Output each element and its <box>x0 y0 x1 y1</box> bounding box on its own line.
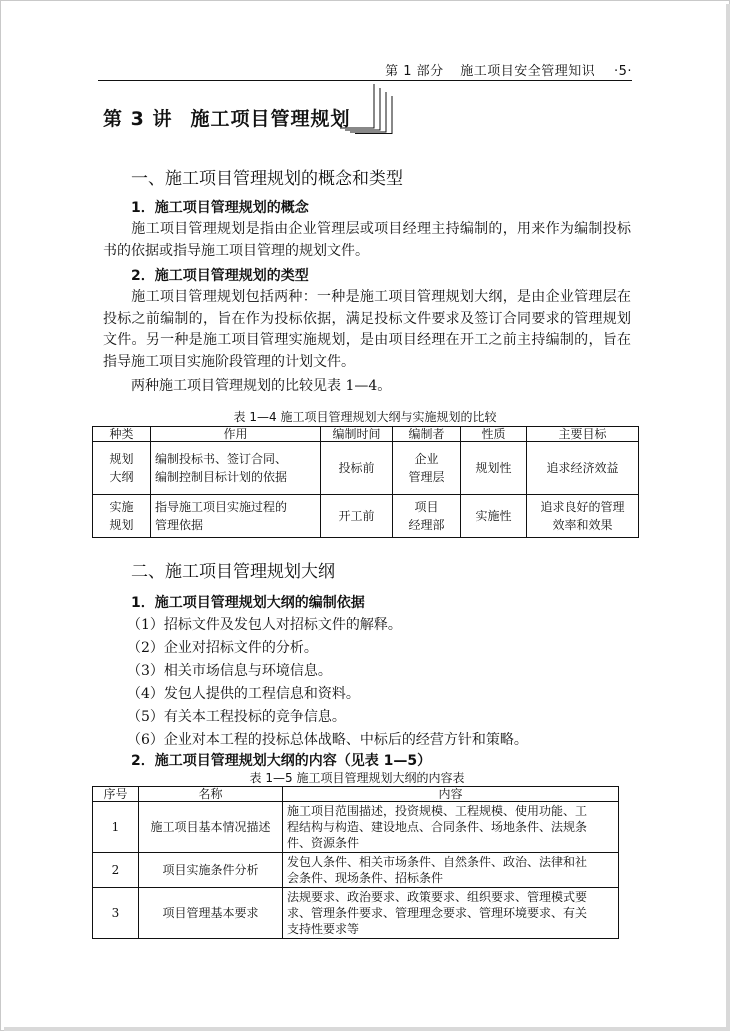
list-item: （1）招标文件及发包人对招标文件的解释。 <box>127 617 402 633</box>
page-shadow-bottom <box>4 1027 730 1031</box>
section2-sub1: 1．施工项目管理规划大纲的编制依据 <box>131 595 365 611</box>
section1-para3-text: 两种施工项目管理规划的比较见表 1—4。 <box>131 378 392 394</box>
table-cell: 追求经济效益 <box>527 442 639 495</box>
table-header: 性质 <box>461 427 527 442</box>
table-cell: 投标前 <box>321 442 393 495</box>
table-header: 编制时间 <box>321 427 393 442</box>
table-row <box>93 853 619 888</box>
lecture-number: 第 3 讲 <box>103 108 173 130</box>
table1-caption: 表 1—4 施工项目管理规划大纲与实施规划的比较 <box>233 410 497 424</box>
lecture-name: 施工项目管理规划 <box>190 108 351 130</box>
list-item: （3）相关市场信息与环境信息。 <box>127 663 332 679</box>
list-item: （6）企业对本工程的投标总体战略、中标后的经营方针和策略。 <box>127 732 528 748</box>
section1-sub2: 2．施工项目管理规划的类型 <box>131 268 309 284</box>
lecture-title <box>103 104 350 131</box>
outline-content-table <box>92 786 619 939</box>
table-cell: 规划 大纲 <box>93 442 151 495</box>
section1-para2-text: 施工项目管理规划包括两种：一种是施工项目管理规划大纲，是由企业管理层在投标之前编制的，旨在作为投标依据，满足投标文件要求及签订合同要求的管理规划文件。另一种是施工项目管理实施规划，是由项目经理在开工之前主持编制的，旨在指导施工项目实施阶段管理的计划文件。 <box>103 289 631 370</box>
table-header: 名称 <box>139 787 283 802</box>
table-cell: 追求良好的管理 效率和效果 <box>527 495 639 538</box>
table-header-row <box>93 787 619 802</box>
table-header: 编制者 <box>393 427 461 442</box>
table-row <box>93 888 619 939</box>
section2-heading: 二、施工项目管理规划大纲 <box>131 562 335 582</box>
section1-para3 <box>103 376 631 398</box>
table-header: 内容 <box>283 787 619 802</box>
table-header: 序号 <box>93 787 139 802</box>
section2-sub2: 2．施工项目管理规划大纲的内容（见表 1—5） <box>131 753 432 769</box>
table-cell: 施工项目基本情况描述 <box>139 802 283 853</box>
table-cell: 法规要求、政治要求、政策要求、组织要求、管理模式要 求、管理条件要求、管理理念要求、管理环境要求、有关 支持性要求等 <box>283 888 619 939</box>
table-header-row <box>93 427 639 442</box>
table-cell: 施工项目范围描述，投资规模、工程规模、使用功能、工 程结构与构造、建设地点、合同条件、场地条件、法规条 件、资源条件 <box>283 802 619 853</box>
header-part: 第 1 部分 <box>385 64 444 79</box>
page-shadow-right <box>726 4 730 1031</box>
title-decoration <box>340 84 400 134</box>
list-item: （4）发包人提供的工程信息和资料。 <box>127 686 360 702</box>
list-item: （5）有关本工程投标的竞争信息。 <box>127 709 346 725</box>
table-row <box>93 495 639 538</box>
header-rule <box>98 80 632 81</box>
section1-para1-text: 施工项目管理规划是指由企业管理层或项目经理主持编制的，用来作为编制投标书的依据或指导施工项目管理的规划文件。 <box>103 221 631 259</box>
section1-para2 <box>103 287 631 373</box>
section1-sub1: 1．施工项目管理规划的概念 <box>131 200 309 216</box>
table-cell: 规划性 <box>461 442 527 495</box>
table-cell: 发包人条件、相关市场条件、自然条件、政治、法律和社 会条件、现场条件、招标条件 <box>283 853 619 888</box>
header-title: 施工项目安全管理知识 <box>460 64 596 79</box>
running-header <box>379 60 632 79</box>
table-cell: 3 <box>93 888 139 939</box>
table-cell: 项目 经理部 <box>393 495 461 538</box>
table-header: 作用 <box>151 427 321 442</box>
list-item: （2）企业对招标文件的分析。 <box>127 640 318 656</box>
table-cell: 实施 规划 <box>93 495 151 538</box>
table-cell: 编制投标书、签订合同、 编制控制目标计划的依据 <box>151 442 321 495</box>
table-header: 种类 <box>93 427 151 442</box>
comparison-table <box>92 426 639 538</box>
table-cell: 实施性 <box>461 495 527 538</box>
table-row <box>93 802 619 853</box>
table-cell: 企业 管理层 <box>393 442 461 495</box>
table2-caption: 表 1—5 施工项目管理规划大纲的内容表 <box>249 771 465 785</box>
table-cell: 项目管理基本要求 <box>139 888 283 939</box>
table-cell: 开工前 <box>321 495 393 538</box>
section1-heading: 一、施工项目管理规划的概念和类型 <box>131 169 403 189</box>
table-cell: 1 <box>93 802 139 853</box>
table-header: 主要目标 <box>527 427 639 442</box>
header-page-number: ·5· <box>613 64 632 79</box>
table-cell: 项目实施条件分析 <box>139 853 283 888</box>
table-cell: 2 <box>93 853 139 888</box>
table-cell: 指导施工项目实施过程的 管理依据 <box>151 495 321 538</box>
section1-para1 <box>103 219 631 262</box>
table-row <box>93 442 639 495</box>
